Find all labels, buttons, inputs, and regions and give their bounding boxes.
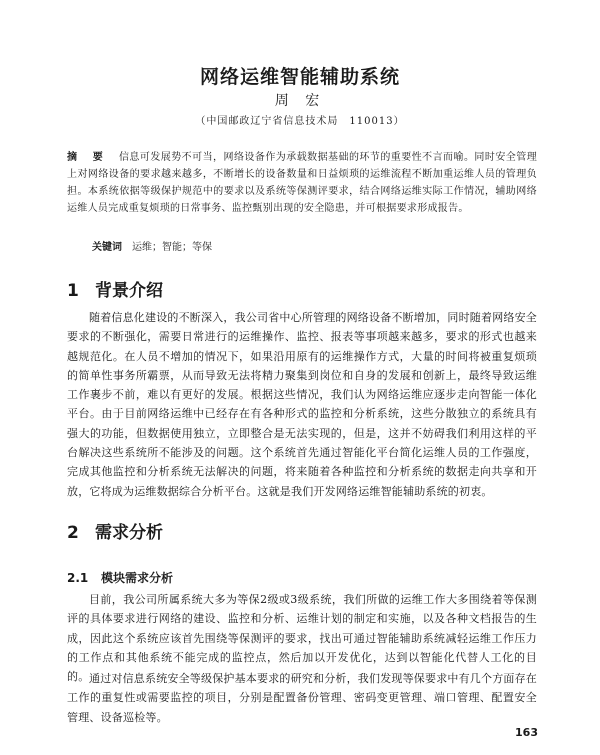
body-paragraph: 随着信息化建设的不断深入，我公司省中心所管理的网络设备不断增加，同时随着网络安全要求的不断强化，需要日常进行的运维操作、监控、报表等事项越来越多，要求的形式也越来越规范化。在人员不增加的情况下，如果沿用原有的运维操作方式，大量的时间将被重复烦琐的简单性事务所霸票，从而导致无法将精力聚集到岗位和自身的发展和创新上，最终导致运维工作裹步不前，难以有更好的发展。根据这些情况，我们认为网络运维应逐步走向智能一体化平台。由于目前网络运维中已经存在有各种形式的监控和分析系统，这些分散独立的系统具有强大的功能，但数据使用独立，立即整合是无法实现的，但是，这并不妨碍我们利用这样的平台解决这些系统所不能涉及的问题。这个系统首先通过智能化平台简化运维人员的工作强度，完成其他监控和分析系统无法解决的问题，将来随着各种监控和分析系统的数据走向共享和开放，它将成为运维数据综合分析平台。这就是我们开发网络运维智能辅助系统的初衷。 bbox=[67, 311, 537, 498]
abstract-text: 信息可发展势不可当，网络设备作为承载数据基础的环节的重要性不言而喻。同时安全管理上对网络设备的要求越来越多，不断增长的设备数量和日益烦琐的运维流程不断加重运维人员的管理负担。本系统依据等级保护规范中的要求以及系统等保测评要求，结合网络运维实际工作情况，辅助网络运维人员完成重复烦琐的日常事务、监控甄别出现的安全隐患，并可根据要求形成报告。 bbox=[67, 152, 538, 214]
section-heading-background bbox=[67, 276, 163, 301]
subsection-number: 2.1 bbox=[67, 571, 89, 585]
keywords-text: 运维；智能；等保 bbox=[132, 242, 212, 253]
paper-title: 网络运维智能辅助系统 bbox=[199, 66, 400, 88]
body-paragraph: 目前，我公司所属系统大多为等保2级或3级系统，我们所做的运维工作大多围绕着等保测评的具体要求进行网络的建设、监控和分析、运维计划的制定和实施，以及各种文档报告的生成，因此这个系统应该首先围绕等保测评的要求，找出可通过智能辅助系统减轻运维工作压力的工作点和其他系统不能完成的监控点，然后加以开发优化，达到以智能化代替人工化的目的。 bbox=[67, 593, 537, 684]
section-title: 需求分析 bbox=[95, 523, 163, 543]
section-heading-requirements bbox=[67, 518, 163, 543]
section-title: 背景介绍 bbox=[95, 281, 163, 301]
body-paragraph: 通过对信息系统安全等级保护基本要求的研究和分析，我们发现等保要求中有几个方面存在工作的重复性或需要监控的项目，分别是配置备份管理、密码变更管理、端口管理、配置安全管理、设备巡检等。 bbox=[67, 672, 537, 724]
section-number: 1 bbox=[67, 281, 79, 301]
abstract-label: 摘 要 bbox=[67, 152, 109, 163]
author-name: 周 宏 bbox=[274, 93, 326, 109]
keywords-label: 关键词 bbox=[92, 242, 122, 253]
author-affiliation: （中国邮政辽宁省信息技术局 110013） bbox=[195, 116, 405, 127]
subsection-title: 模块需求分析 bbox=[101, 571, 174, 585]
subsection-heading bbox=[67, 569, 173, 586]
section-number: 2 bbox=[67, 523, 79, 543]
abstract bbox=[67, 149, 537, 217]
keywords bbox=[92, 238, 212, 253]
page-number: 163 bbox=[515, 726, 538, 739]
